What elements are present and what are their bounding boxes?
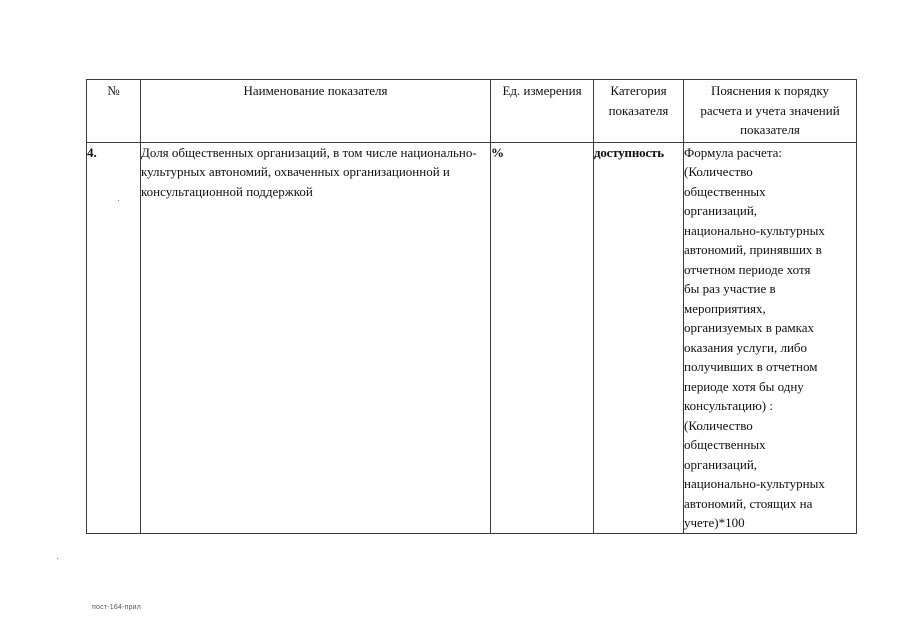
scan-speck bbox=[57, 558, 58, 559]
header-category bbox=[594, 80, 684, 143]
row-unit: % bbox=[491, 142, 594, 533]
header-category-line: показателя bbox=[608, 102, 669, 118]
explanation-line: (Количество bbox=[684, 417, 753, 433]
explanation-line: (Количество bbox=[684, 164, 753, 179]
explanation-line: национально-культурных bbox=[684, 476, 825, 491]
explanation-line: организаций, bbox=[684, 203, 758, 218]
explanation-line: общественных bbox=[684, 437, 766, 452]
explanation-line: автономий, принявших в bbox=[684, 242, 822, 257]
header-explanation bbox=[684, 80, 857, 143]
header-number: № bbox=[87, 80, 141, 143]
table-row bbox=[87, 142, 857, 533]
header-explanation-line: показателя bbox=[740, 122, 800, 137]
file-label: пост-164-прил bbox=[92, 604, 142, 611]
explanation-line: национально-культурных bbox=[684, 222, 825, 238]
explanation-line: получивших в отчетном bbox=[684, 359, 818, 374]
scan-speck bbox=[118, 200, 119, 201]
row-category: доступность bbox=[594, 142, 684, 533]
table-header-row bbox=[87, 80, 857, 143]
indicator-table bbox=[86, 79, 857, 534]
row-indicator-name: Доля общественных организаций, в том числе национально-культурных автономий, охваченных организационной и консультационной поддержкой bbox=[141, 142, 491, 533]
explanation-line: бы раз участие в bbox=[684, 281, 776, 296]
explanation-line: организаций, bbox=[684, 456, 758, 472]
header-explanation-line: расчета и учета значений bbox=[700, 102, 840, 118]
header-category-line: Категория bbox=[610, 83, 667, 98]
header-explanation-line: Пояснения к порядку bbox=[710, 83, 829, 98]
explanation-line: Формула расчета: bbox=[684, 144, 783, 160]
header-unit: Ед. измерения bbox=[491, 80, 594, 143]
explanation-line: мероприятиях, bbox=[684, 300, 766, 316]
explanation-line: автономий, стоящих на bbox=[684, 495, 813, 511]
header-name: Наименование показателя bbox=[141, 80, 491, 143]
explanation-line: консультацию) : bbox=[684, 398, 773, 413]
explanation-line: общественных bbox=[684, 183, 766, 199]
explanation-line: организуемых в рамках bbox=[684, 320, 814, 335]
explanation-line: учете)*100 bbox=[684, 515, 745, 530]
explanation-line: отчетном периоде хотя bbox=[684, 261, 811, 277]
explanation-line: оказания услуги, либо bbox=[684, 339, 808, 355]
row-explanation bbox=[684, 142, 857, 533]
row-number: 4. bbox=[87, 142, 141, 533]
explanation-line: периоде хотя бы одну bbox=[684, 378, 804, 394]
